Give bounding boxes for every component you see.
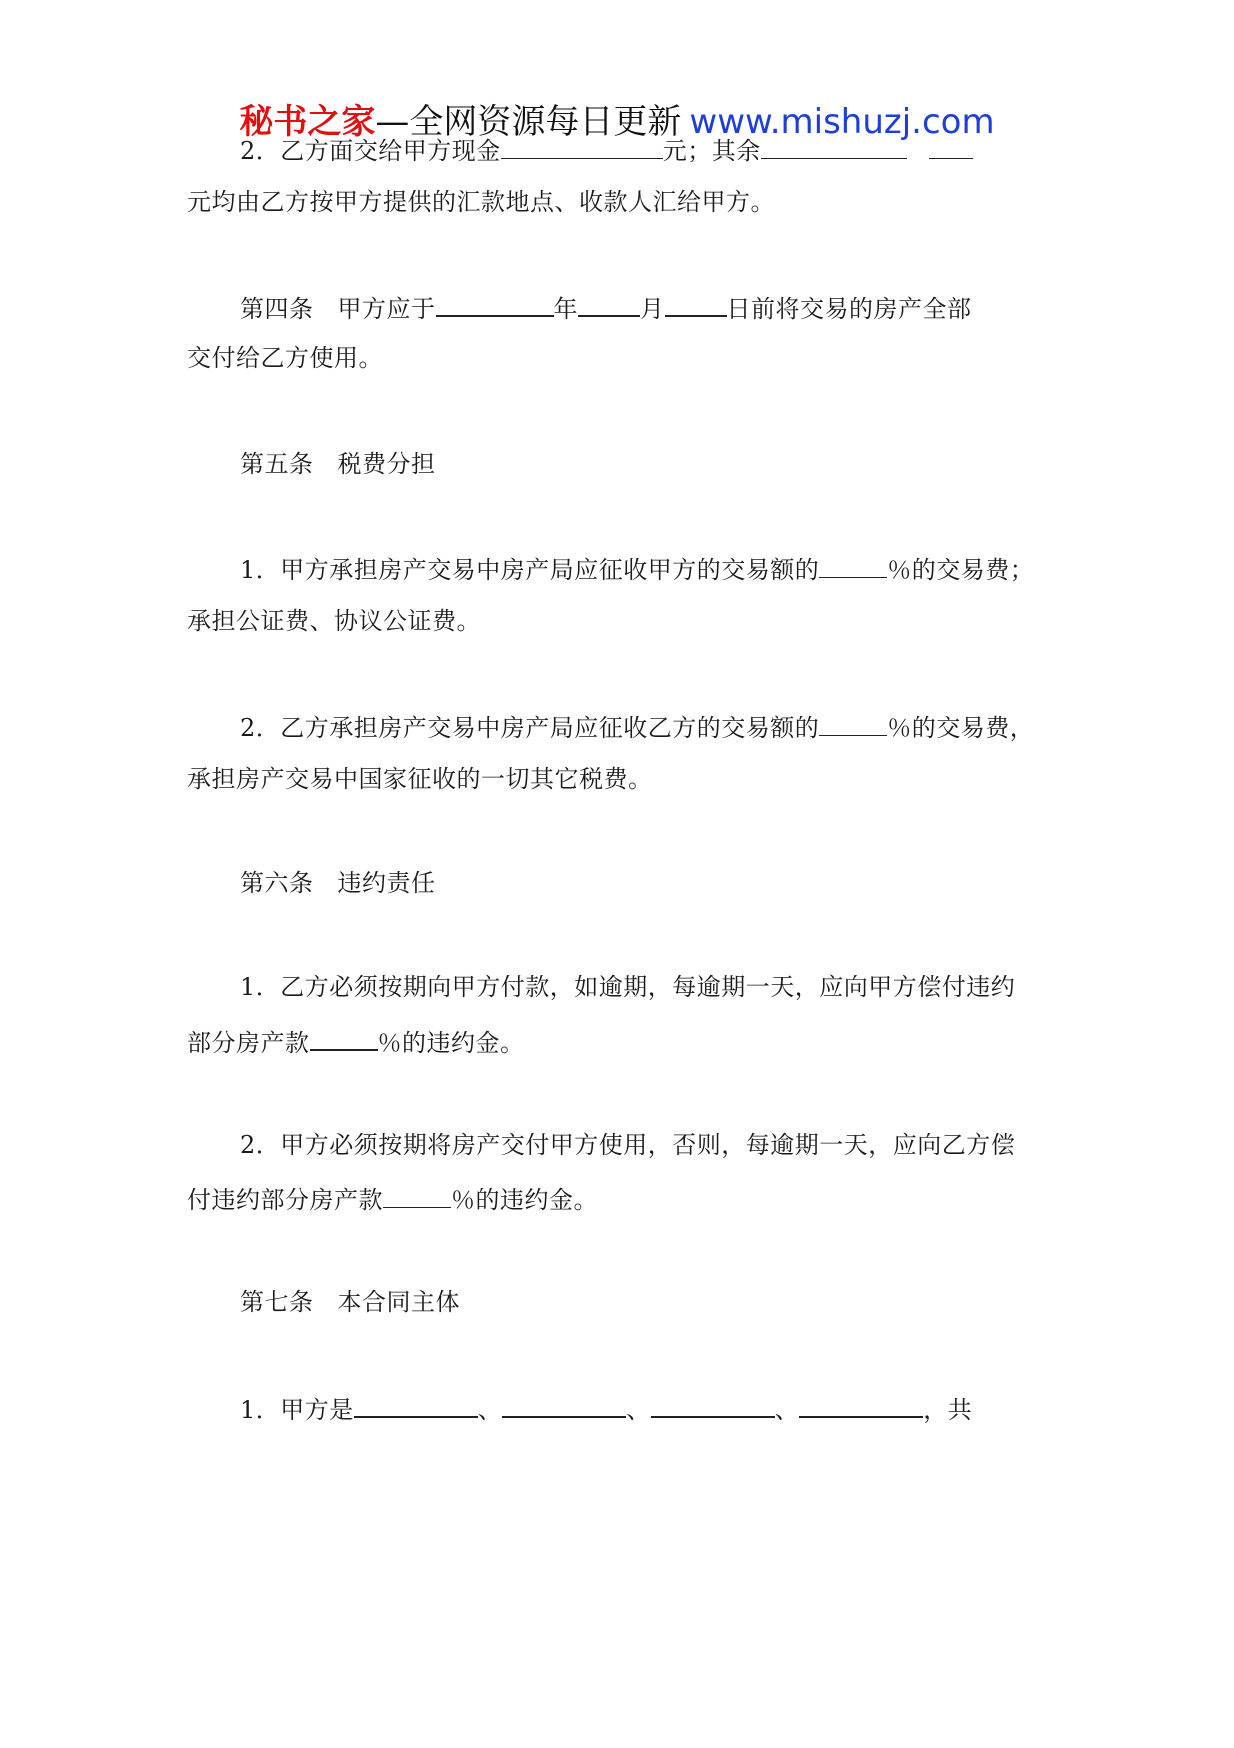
percent-blank bbox=[819, 709, 887, 736]
text: 甲方应于 bbox=[337, 295, 436, 323]
article-6-item-2-line-2 bbox=[187, 1181, 598, 1217]
text: ％的违约金。 bbox=[451, 1186, 598, 1214]
separator: 、 bbox=[477, 1396, 503, 1424]
article-title: 第五条 bbox=[240, 450, 314, 478]
article-5-item-1-line-2: 承担公证费、协议公证费。 bbox=[187, 607, 481, 635]
text: ，共 bbox=[923, 1396, 973, 1424]
article-6-item-1-line-2 bbox=[187, 1023, 525, 1060]
percent-blank bbox=[310, 1023, 378, 1051]
amount-blank bbox=[761, 132, 907, 159]
month-blank bbox=[578, 289, 640, 317]
percent-blank bbox=[819, 551, 887, 578]
text: 2．乙方承担房产交易中房产局应征收乙方的交易额的 bbox=[240, 714, 820, 742]
party-a-blank bbox=[651, 1390, 775, 1418]
article-7-heading bbox=[240, 1285, 460, 1319]
header-tagline: —全网资源每日更新 bbox=[375, 102, 682, 142]
article-6-item-2-line-1: 2．甲方必须按期将房产交付甲方使用，否则，每逾期一天，应向乙方偿 bbox=[240, 1131, 1016, 1159]
text: ％的交易费； bbox=[887, 556, 1035, 584]
text: 日前将交易的房产全部 bbox=[726, 295, 972, 323]
text: 年 bbox=[553, 295, 578, 323]
article-title: 第六条 bbox=[240, 869, 314, 897]
party-a-blank bbox=[502, 1390, 626, 1418]
party-a-blank bbox=[799, 1390, 923, 1418]
article-title: 第七条 bbox=[240, 1288, 314, 1316]
article-6-item-1-line-1: 1．乙方必须按期向甲方付款，如逾期，每逾期一天，应向甲方偿付违约 bbox=[240, 973, 1016, 1001]
text: 2．乙方面交给甲方现金 bbox=[240, 137, 501, 165]
clause-3-item-2-line-2: 元均由乙方按甲方提供的汇款地点、收款人汇给甲方。 bbox=[187, 188, 775, 216]
text: 付违约部分房产款 bbox=[187, 1186, 383, 1214]
article-title: 第四条 bbox=[240, 295, 314, 323]
article-name: 违约责任 bbox=[337, 869, 436, 897]
amount-blank bbox=[501, 132, 663, 159]
text: ％的违约金。 bbox=[377, 1029, 525, 1057]
article-5-item-2-line-1 bbox=[240, 709, 1034, 745]
text: ％的交易费， bbox=[887, 714, 1035, 742]
day-blank bbox=[665, 289, 727, 317]
text: 部分房产款 bbox=[187, 1029, 310, 1057]
text: 月 bbox=[640, 295, 665, 323]
party-a-blank bbox=[354, 1390, 478, 1418]
article-4-line-2: 交付给乙方使用。 bbox=[187, 344, 383, 372]
amount-blank bbox=[929, 132, 973, 159]
separator: 、 bbox=[774, 1396, 800, 1424]
clause-3-item-2-line-1 bbox=[240, 132, 973, 168]
article-7-item-1-line-1 bbox=[240, 1390, 972, 1427]
article-name: 税费分担 bbox=[337, 450, 436, 478]
text: 元；其余 bbox=[662, 137, 761, 165]
text: 1．甲方承担房产交易中房产局应征收甲方的交易额的 bbox=[240, 556, 820, 584]
separator: 、 bbox=[626, 1396, 651, 1424]
percent-blank bbox=[383, 1181, 451, 1208]
article-6-heading bbox=[240, 866, 436, 900]
year-blank bbox=[436, 289, 554, 317]
article-name: 本合同主体 bbox=[337, 1288, 460, 1316]
article-4-line-1 bbox=[240, 289, 972, 326]
article-5-heading bbox=[240, 447, 436, 481]
brand-name: 秘书之家 bbox=[239, 102, 376, 142]
header-url: www.mishuzj.com bbox=[689, 102, 995, 142]
text: 1．甲方是 bbox=[240, 1396, 354, 1424]
article-5-item-2-line-2: 承担房产交易中国家征收的一切其它税费。 bbox=[187, 765, 653, 793]
article-5-item-1-line-1 bbox=[240, 551, 1034, 587]
